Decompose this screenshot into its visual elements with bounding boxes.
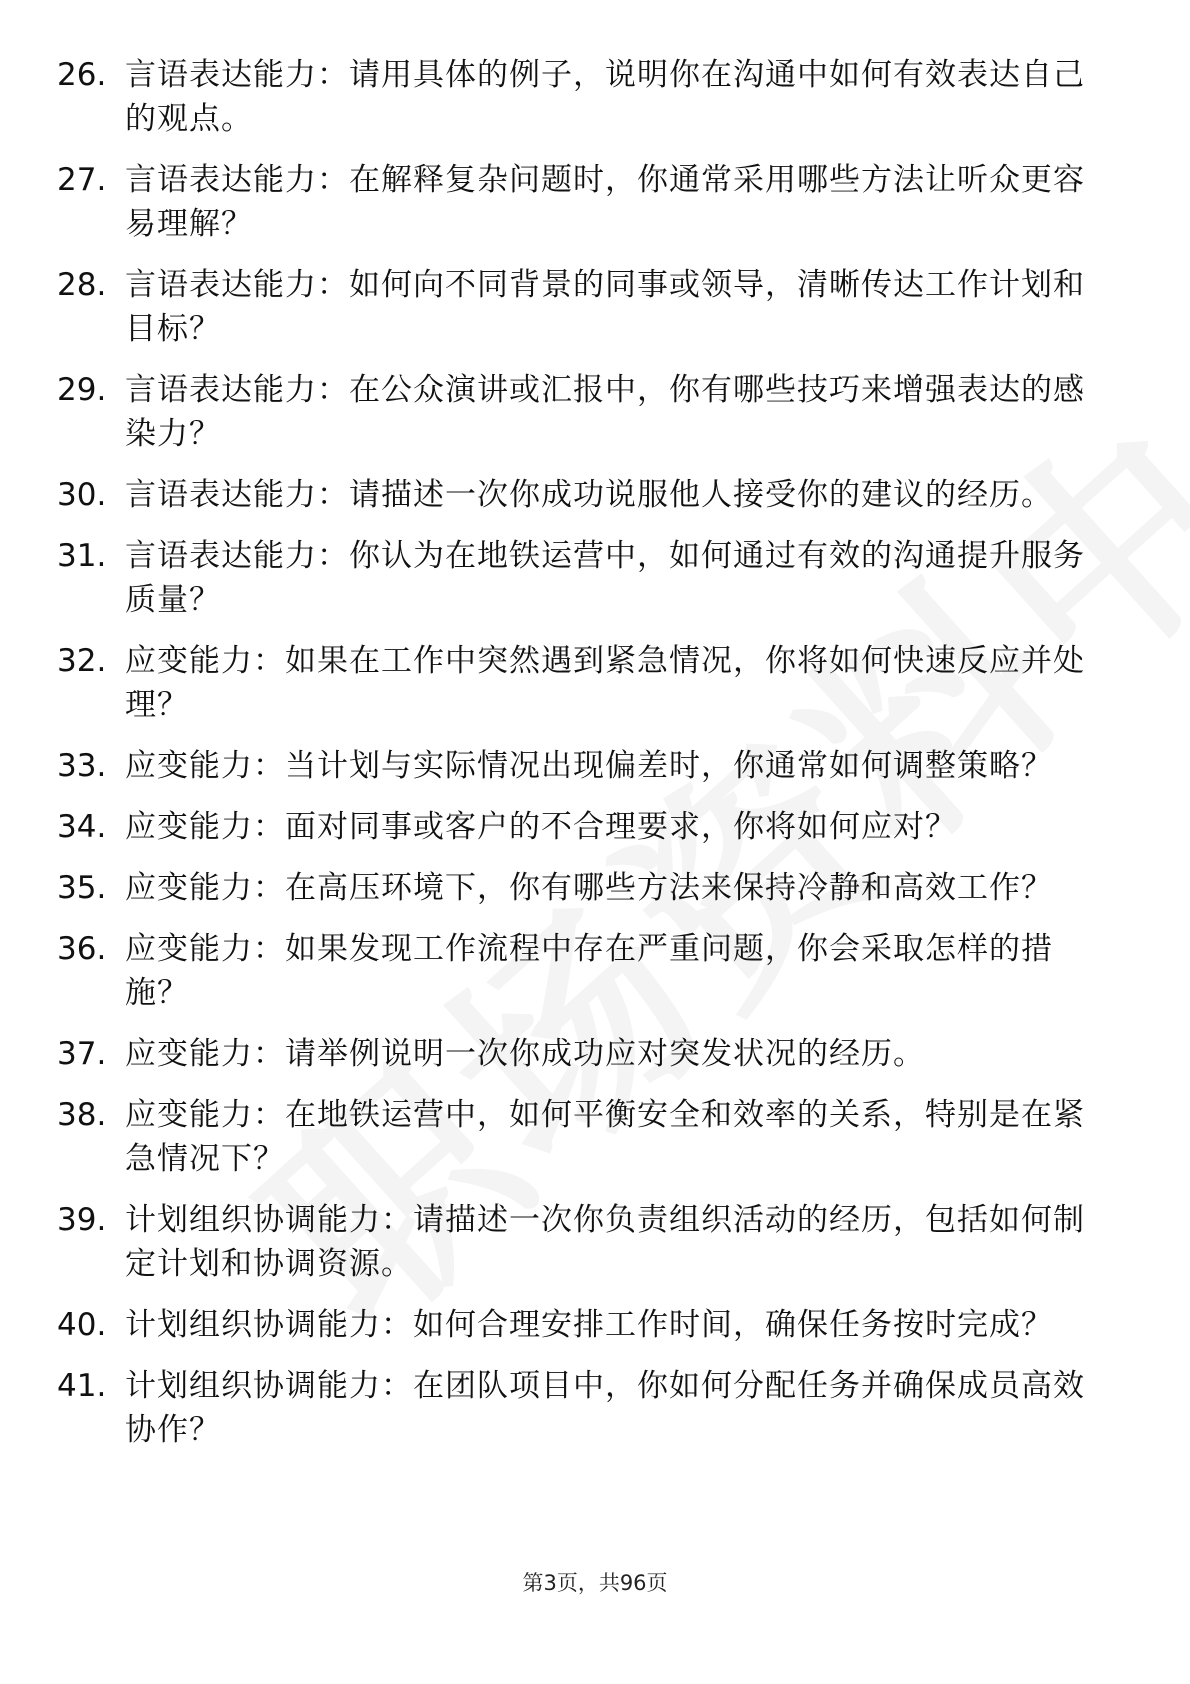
question-item bbox=[57, 368, 1117, 456]
question-number: 32. bbox=[57, 643, 107, 679]
question-item bbox=[57, 53, 1117, 141]
question-number: 30. bbox=[57, 477, 107, 513]
question-text: 应变能力：在高压环境下，你有哪些方法来保持冷静和高效工作？ bbox=[125, 870, 1053, 906]
question-item bbox=[57, 805, 1117, 849]
question-item bbox=[57, 1032, 1117, 1076]
question-number: 34. bbox=[57, 809, 107, 845]
question-text: 计划组织协调能力：如何合理安排工作时间，确保任务按时完成？ bbox=[125, 1307, 1053, 1343]
question-text: 言语表达能力：在解释复杂问题时，你通常采用哪些方法让听众更容易理解？ bbox=[125, 162, 1085, 242]
question-text: 应变能力：面对同事或客户的不合理要求，你将如何应对？ bbox=[125, 809, 957, 845]
question-text: 言语表达能力：在公众演讲或汇报中，你有哪些技巧来增强表达的感染力？ bbox=[125, 372, 1085, 452]
question-number: 28. bbox=[57, 267, 107, 303]
question-number: 33. bbox=[57, 748, 107, 784]
question-number: 31. bbox=[57, 538, 107, 574]
question-text: 言语表达能力：你认为在地铁运营中，如何通过有效的沟通提升服务质量？ bbox=[125, 538, 1085, 618]
page-number: 第3页，共96页 bbox=[522, 1571, 668, 1595]
question-number: 26. bbox=[57, 57, 107, 93]
question-text: 应变能力：如果发现工作流程中存在严重问题，你会采取怎样的措施？ bbox=[125, 931, 1053, 1011]
question-number: 41. bbox=[57, 1368, 107, 1404]
question-text: 应变能力：在地铁运营中，如何平衡安全和效率的关系，特别是在紧急情况下？ bbox=[125, 1097, 1085, 1177]
question-item bbox=[57, 534, 1117, 622]
question-item bbox=[57, 1198, 1117, 1286]
question-item bbox=[57, 1093, 1117, 1181]
question-text: 应变能力：如果在工作中突然遇到紧急情况，你将如何快速反应并处理？ bbox=[125, 643, 1085, 723]
question-item bbox=[57, 927, 1117, 1015]
question-item bbox=[57, 473, 1117, 517]
question-number: 27. bbox=[57, 162, 107, 198]
question-number: 29. bbox=[57, 372, 107, 408]
question-number: 39. bbox=[57, 1202, 107, 1238]
question-item bbox=[57, 744, 1117, 788]
question-item bbox=[57, 158, 1117, 246]
question-text: 言语表达能力：如何向不同背景的同事或领导，清晰传达工作计划和目标？ bbox=[125, 267, 1085, 347]
question-number: 35. bbox=[57, 870, 107, 906]
question-number: 36. bbox=[57, 931, 107, 967]
question-text: 应变能力：当计划与实际情况出现偏差时，你通常如何调整策略？ bbox=[125, 748, 1053, 784]
question-text: 应变能力：请举例说明一次你成功应对突发状况的经历。 bbox=[125, 1036, 925, 1072]
question-number: 37. bbox=[57, 1036, 107, 1072]
question-item bbox=[57, 263, 1117, 351]
question-item bbox=[57, 1364, 1117, 1452]
question-text: 言语表达能力：请描述一次你成功说服他人接受你的建议的经历。 bbox=[125, 477, 1053, 513]
question-item bbox=[57, 866, 1117, 910]
question-text: 计划组织协调能力：请描述一次你负责组织活动的经历，包括如何制定计划和协调资源。 bbox=[125, 1202, 1085, 1282]
question-item bbox=[57, 639, 1117, 727]
question-text: 计划组织协调能力：在团队项目中，你如何分配任务并确保成员高效协作？ bbox=[125, 1368, 1085, 1448]
page-footer bbox=[0, 1568, 1190, 1598]
question-list bbox=[57, 53, 1117, 1469]
question-number: 38. bbox=[57, 1097, 107, 1133]
question-number: 40. bbox=[57, 1307, 107, 1343]
question-text: 言语表达能力：请用具体的例子，说明你在沟通中如何有效表达自己的观点。 bbox=[125, 57, 1085, 137]
question-item bbox=[57, 1303, 1117, 1347]
